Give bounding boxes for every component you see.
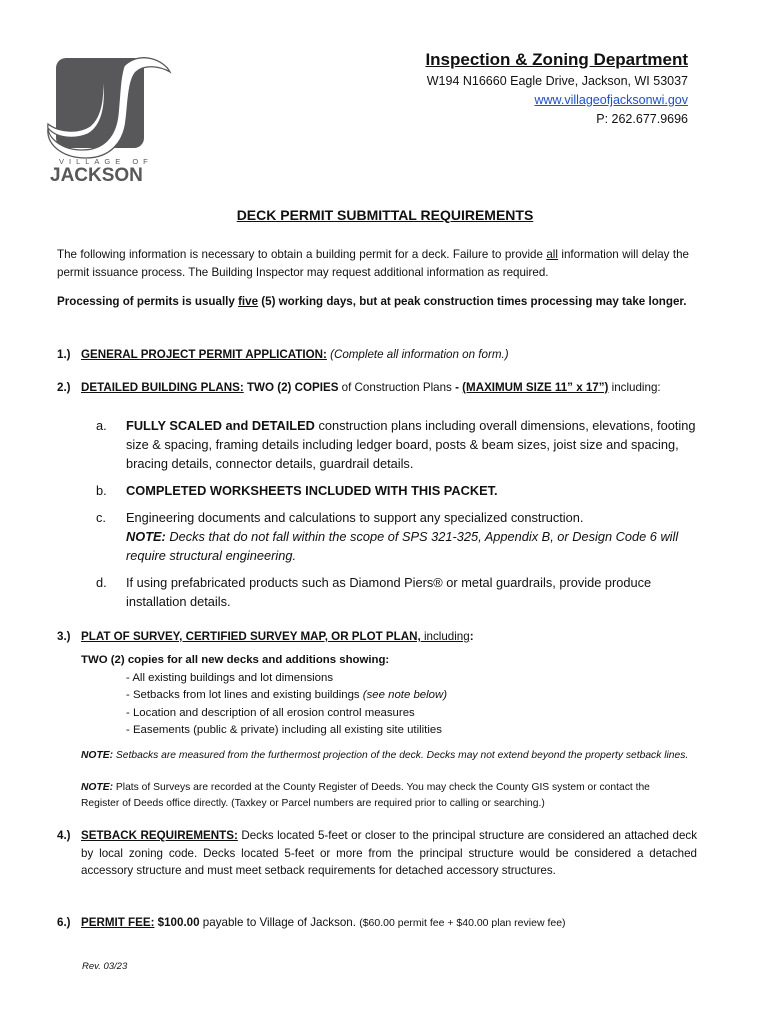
survey-requirements-list: TWO (2) copies for all new decks and additions showing: - All existing buildings and lot dimensions - Setbacks from lot lines and existing buildings (see note below) - Location and description of all erosion control measures - Easements (public & private) including all existing site utilities [81, 652, 447, 740]
village-logo [44, 54, 184, 184]
department-address: W194 N16660 Eagle Drive, Jackson, WI 53037 [426, 74, 688, 88]
processing-notice: Processing of permits is usually five (5) working days, but at peak construction times processing may take longer. [57, 295, 687, 308]
item-6-permit-fee: 6.) PERMIT FEE: $100.00 payable to Village of Jackson. ($60.00 permit fee + $40.00 plan review fee) [57, 916, 566, 929]
subitem-c: c. Engineering documents and calculations to support any specialized construction. NOTE: Decks that do not fall within the scope of SPS 321-325, Appendix B, or Design Code 6 will require structural engineering. [96, 510, 679, 563]
subitem-d: d. If using prefabricated products such as Diamond Piers® or metal guardrails, provide produce installation details. [96, 575, 652, 609]
website-link[interactable]: www.villageofjacksonwi.gov [534, 93, 688, 107]
document-title: DECK PERMIT SUBMITTAL REQUIREMENTS [236, 207, 534, 223]
revision-date: Rev. 03/23 [82, 961, 128, 972]
list-item: - Easements (public & private) including all existing site utilities [126, 724, 442, 736]
phone-number: P: 262.677.9696 [596, 112, 688, 126]
subitem-b: b. COMPLETED WORKSHEETS INCLUDED WITH THIS PACKET. [96, 483, 498, 498]
svg-text:JACKSON: JACKSON [50, 165, 143, 184]
list-item: - All existing buildings and lot dimensions [126, 671, 334, 684]
list-item: - Location and description of all erosion control measures [126, 706, 415, 719]
item-2-building-plans: 2.) DETAILED BUILDING PLANS: TWO (2) COPIES of Construction Plans - (MAXIMUM SIZE 11” x 17”) including: [57, 381, 661, 394]
svg-text:VILLAGE OF: VILLAGE OF [59, 157, 153, 166]
department-name: Inspection & Zoning Department [425, 50, 688, 69]
intro-paragraph: The following information is necessary to obtain a building permit for a deck. Failure to provide all information will delay the permit issuance process. The Building Inspector may request additional information as required. [57, 248, 690, 279]
item-4-setback-requirements: 4.) SETBACK REQUIREMENTS: Decks located 5-feet or closer to the principal structure are considered an attached deck by local zoning code. Decks located 5-feet or more from the principal structure would be considered a detached accessory structure and must meet setback requirements for detached accessory structures. [57, 829, 697, 877]
list-item: - Setbacks from lot lines and existing buildings (see note below) [126, 689, 448, 701]
setback-note: NOTE: Setbacks are measured from the furthermost projection of the deck. Decks may not extend beyond the property setback lines. [81, 750, 689, 761]
item-3-plat-of-survey: 3.) PLAT OF SURVEY, CERTIFIED SURVEY MAP, OR PLOT PLAN, including: [57, 630, 474, 643]
plat-records-note: NOTE: Plats of Surveys are recorded at the County Register of Deeds. You may check the County GIS system or contact the Register of Deeds office directly. (Taxkey or Parcel numbers are required prior to calling or searching.) [81, 782, 650, 809]
department-header [425, 48, 688, 129]
subitem-a: a. FULLY SCALED and DETAILED construction plans including overall dimensions, elevations, footing size & spacing, framing details including ledger board, posts & beam sizes, joist size and spacing, bracing details, connector details, guardrail details. [96, 418, 696, 471]
item-1-permit-application: 1.) GENERAL PROJECT PERMIT APPLICATION: (Complete all information on form.) [57, 348, 509, 361]
